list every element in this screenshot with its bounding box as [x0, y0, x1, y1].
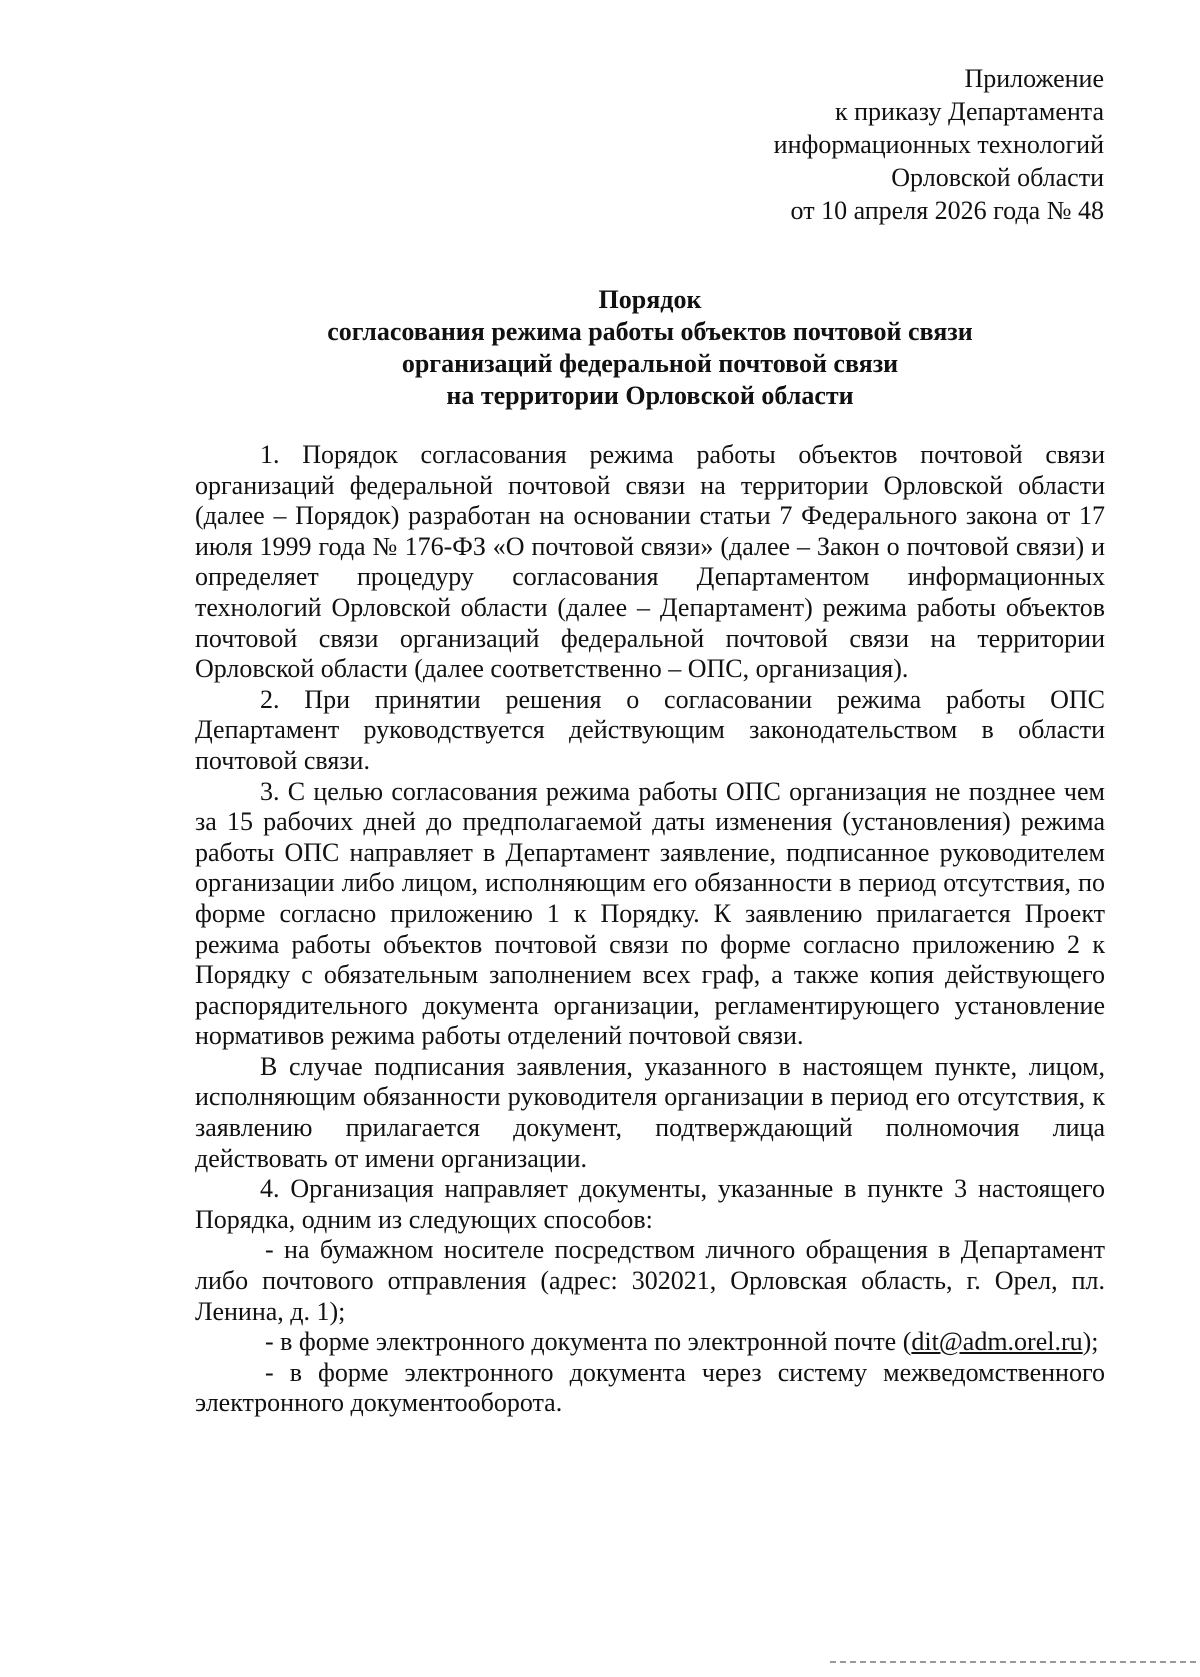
email-link[interactable]: dit@adm.orel.ru — [911, 1327, 1083, 1357]
list-item-email-text: - в форме электронного документа по электронной почте ( — [265, 1327, 912, 1357]
paragraph-2: 2. При принятии решения о согласовании режима работы ОПС Департамент руководствуется действующим законодательством в области почтовой связи. — [195, 684, 1105, 775]
scan-edge-mark — [830, 1661, 1200, 1663]
appendix-line: Приложение — [964, 64, 1104, 93]
document-body — [195, 440, 1105, 1419]
appendix-line: информационных технологий — [773, 130, 1104, 159]
title-line: на территории Орловской области — [446, 381, 854, 410]
list-item-paper: - на бумажном носителе посредством личного обращения в Департамент либо почтового отправления (адрес: 302021, Орловская область, г. Орел, пл. Ленина, д. 1); — [195, 1235, 1105, 1326]
list-item-email — [195, 1327, 1105, 1358]
appendix-header — [774, 62, 1104, 227]
appendix-line: Орловской области — [891, 163, 1104, 192]
title-line: организаций федеральной почтовой связи — [401, 349, 899, 378]
document-title — [0, 284, 1200, 412]
list-item-email-tail: ); — [1082, 1327, 1099, 1357]
paragraph-3-note: В случае подписания заявления, указанного в настоящем пункте, лицом, исполняющим обязанности руководителя организации в период его отсутствия, к заявлению прилагается документ, подтверждающий полномочия лица действовать от имени организации. — [195, 1051, 1105, 1173]
title-line: Порядок — [598, 285, 702, 314]
appendix-line: к приказу Департамента — [834, 97, 1104, 126]
title-line: согласования режима работы объектов почтовой связи — [327, 317, 973, 346]
paragraph-3: 3. С целью согласования режима работы ОПС организация не позднее чем за 15 рабочих дней до предполагаемой даты изменения (установления) режима работы ОПС направляет в Департамент заявление, подписанное руководителем организации либо лицом, исполняющим его обязанности в период отсутствия, по форме согласно приложению 1 к Порядку. К заявлению прилагается Проект режима работы объектов почтовой связи по форме согласно приложению 2 к Порядку с обязательным заполнением всех граф, а также копия действующего распорядительного документа организации, регламентирующего установление нормативов режима работы отделений почтовой связи. — [195, 776, 1105, 1051]
appendix-date-number: от 10 апреля 2026 года № 48 — [790, 196, 1104, 225]
paragraph-1: 1. Порядок согласования режима работы объектов почтовой связи организаций федеральной почтовой связи на территории Орловской области (далее – Порядок) разработан на основании статьи 7 Федерального закона от 17 июля 1999 года № 176-ФЗ «О почтовой связи» (далее – Закон о почтовой связи) и определяет процедуру согласования Департаментом информационных технологий Орловской области (далее – Департамент) режима работы объектов почтовой связи организаций федеральной почтовой связи на территории Орловской области (далее соответственно – ОПС, организация). — [195, 440, 1105, 684]
paragraph-4: 4. Организация направляет документы, указанные в пункте 3 настоящего Порядка, одним из следующих способов: — [195, 1174, 1105, 1234]
list-item-sed: - в форме электронного документа через систему межведомственного электронного документооборота. — [195, 1357, 1105, 1418]
